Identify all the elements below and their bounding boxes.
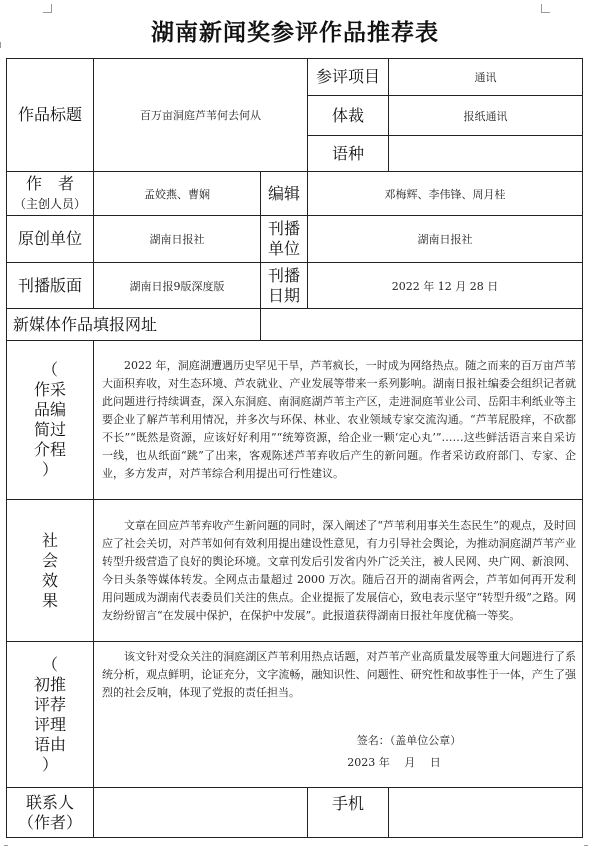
sign-date: 2023 年 月 日 (347, 756, 441, 769)
review-label-line: （ (41, 654, 58, 674)
intro-text[interactable]: 2022 年，洞庭湖遭遇历史罕见干旱，芦苇疯长，一时成为网络热点。随之而来的百万亩芦苇大面积弃收，对生态环境、芦农就业、产业发展等带来一系列影响。湖南日报社编委会组织记者就此问题进行持续调查，深入东洞庭、南洞庭湖芦苇主产区，走进洞庭苇业公司、岳阳丰利纸业等主要企业了解芦苇利用情况，并多次与环保、林业、农业领域专家交流沟通。“芦苇屁股痒，不砍都不长”“既然是资源，应该好好利用”“统筹资源，给企业一颗‘定心丸’”……这些鲜活语言来自采访一线，也从纸面“跳”了出来，客观陈述芦苇弃收后产生的新问题。作者采访政府部门、专家、企业，多方发声，对芦苇综合利用提出可行性建议。 (94, 341, 583, 500)
effect-text[interactable]: 文章在回应芦苇弃收产生新问题的同时，深入阐述了“芦苇利用事关生态民生”的观点，及时回应了社会关切，对芦苇如何有效利用提出建设性意见，有力引导社会舆论，为推动洞庭湖芦苇产业转型升级营造了良好的舆论环境。文章刊发后引发省内外广泛关注，被人民网、央广网、新浪网、今日头条等媒体转发。全网点击量超过 2000 万次。随后召开的湖南省两会，芦苇如何再开发利用问题成为湖南代表委员们关注的焦点。企业提振了发展信心，致电表示坚守“转型升级”之路。网友纷纷留言“在发展中保护，在保护中发展”。此报道获得湖南日报社年度优稿一等奖。 (94, 500, 583, 642)
work-title-value[interactable]: 百万亩洞庭芦苇何去何从 (94, 59, 308, 172)
effect-label-line: 果 (41, 590, 58, 610)
effect-label-line: 会 (41, 550, 58, 570)
authors-value[interactable]: 孟姣燕、曹娴 (94, 172, 261, 216)
publish-page-value[interactable]: 湖南日报9版深度版 (94, 263, 261, 309)
original-unit-value[interactable]: 湖南日报社 (94, 216, 261, 263)
language-label: 语种 (308, 136, 389, 172)
editors-value[interactable]: 邓梅辉、李伟锋、周月桂 (308, 172, 583, 216)
publish-date-label-line2: 日期 (267, 285, 300, 305)
contact-label-line2: （作者） (17, 812, 82, 832)
publish-unit-label-line2: 单位 (267, 239, 300, 258)
effect-label-line: 效 (41, 570, 58, 590)
review-text[interactable]: 该文针对受众关注的洞庭湖区芦苇利用热点话题，对芦苇产业高质量发展等重大问题进行了系统分析，观点鲜明，论证充分，文字流畅，融知识性、问题性、研究性和故事性于一体，产生了强烈的社会反响，体现了党报的责任担当。 (102, 650, 576, 699)
work-title-label: 作品标题 (7, 59, 94, 172)
review-label (7, 642, 94, 788)
effect-label-line: 社 (41, 530, 58, 550)
new-media-url-label: 新媒体作品填报网址 (7, 309, 261, 341)
category-label: 参评项目 (308, 59, 389, 96)
recommendation-form-table (6, 58, 583, 838)
signature-line: 签名：（盖单位公章） (356, 734, 462, 747)
publish-date-label-line1: 刊播 (267, 265, 300, 285)
review-label-line: ） (41, 754, 58, 774)
intro-label-line: 介程 (33, 440, 66, 459)
review-label-line: 评理 (33, 714, 66, 734)
author-label-line2: （主创人员） (13, 196, 86, 211)
publish-unit-label-line1: 刊播 (267, 219, 300, 238)
genre-label: 体裁 (308, 96, 389, 136)
language-value[interactable] (389, 136, 583, 172)
publish-page-label: 刊播版面 (7, 263, 94, 309)
contact-label (7, 788, 94, 838)
page-title: 湖南新闻奖参评作品推荐表 (151, 20, 439, 46)
publish-date-label (261, 263, 308, 309)
review-label-line: 初推 (33, 674, 66, 694)
intro-label-line: 简过 (33, 420, 66, 439)
intro-label-line: （ (41, 360, 58, 379)
author-label-line1: 作 者 (25, 173, 74, 193)
editor-label: 编辑 (261, 172, 308, 216)
review-label-line: 评荐 (33, 694, 66, 714)
effect-label (7, 500, 94, 642)
phone-value[interactable] (389, 788, 583, 838)
contact-value[interactable] (94, 788, 308, 838)
new-media-url-value[interactable] (261, 309, 583, 341)
publish-unit-label (261, 216, 308, 263)
publish-date-value[interactable]: 2022 年 12 月 28 日 (308, 263, 583, 309)
crop-mark-top-left (43, 4, 52, 13)
category-value[interactable]: 通讯 (389, 59, 583, 96)
phone-label: 手机 (308, 788, 389, 838)
intro-label-line: 作采 (33, 380, 66, 399)
review-label-line: 语由 (33, 734, 66, 754)
intro-label-line: 品编 (33, 400, 66, 419)
author-label (7, 172, 94, 216)
intro-label (7, 341, 94, 500)
intro-label-line: ） (41, 460, 58, 479)
original-unit-label: 原创单位 (7, 216, 94, 263)
publish-unit-value[interactable]: 湖南日报社 (308, 216, 583, 263)
genre-value[interactable]: 报纸通讯 (389, 96, 583, 136)
review-cell (94, 642, 583, 788)
crop-mark-top-right (541, 4, 550, 13)
contact-label-line1: 联系人 (25, 792, 74, 812)
